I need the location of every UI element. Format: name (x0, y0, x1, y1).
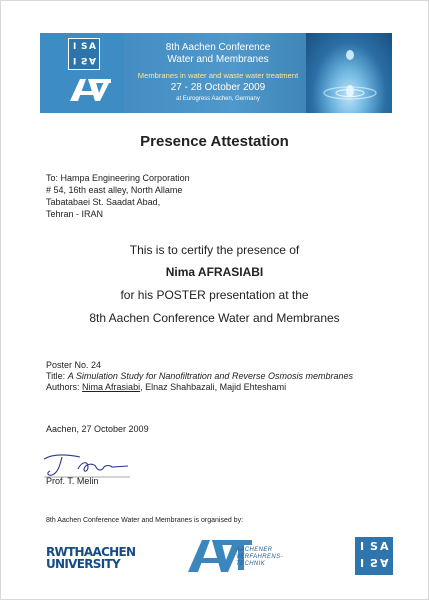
issue-date: Aachen, 27 October 2009 (46, 424, 149, 434)
poster-title-label: Title: (46, 371, 66, 381)
poster-number: Poster No. 24 (46, 360, 102, 370)
avt-caption-line1: AACHENER (236, 547, 273, 553)
address-line: Tehran - IRAN (46, 209, 104, 219)
rwth-logo-line2: UNIVERSITY (46, 557, 120, 571)
banner-dates: 27 - 28 October 2009 (170, 82, 266, 93)
address-line: Tabatabaei St. Saadat Abad, (46, 197, 161, 207)
presentation-type: for his POSTER presentation at the (120, 288, 309, 302)
banner-topic-line: Water and Membranes (167, 54, 269, 65)
address-line: To: Hampa Engineering Corporation (46, 173, 190, 183)
poster-details (46, 360, 353, 393)
poster-title: A Simulation Study for Nanofiltration and Reverse Osmosis membranes (67, 371, 353, 381)
page-title: Presence Attestation (140, 133, 289, 150)
address-line: # 54, 16th east alley, North Allame (46, 185, 183, 195)
avt-logo-small (68, 77, 112, 103)
avt-caption-line2: VERFAHRENS- (236, 554, 283, 560)
banner-subtitle: Membranes in water and waste water treatment (137, 71, 299, 80)
certify-statement: This is to certify the presence of (129, 243, 300, 257)
presenting-author: Nima Afrasiabi (82, 382, 141, 392)
poster-authors-label: Authors: (46, 382, 80, 392)
water-drop-icon (306, 33, 392, 113)
isa-logo: I S A I S A (355, 537, 393, 575)
banner-conference-line: 8th Aachen Conference (165, 42, 271, 53)
poster-authors-line (46, 382, 353, 393)
poster-title-line (46, 371, 353, 382)
banner-venue: at Eurogress Aachen, Germany (176, 96, 260, 102)
organised-by-note: 8th Aachen Conference Water and Membranes is organised by: (46, 517, 244, 524)
rwth-logo-line1: RWTHAACHEN (46, 545, 136, 559)
banner-logo-panel (40, 33, 124, 113)
conference-banner (40, 33, 392, 113)
signatory-name: Prof. T. Melin (46, 476, 99, 486)
attendee-name: Nima AFRASIABI (165, 265, 264, 279)
water-drop-image (306, 33, 392, 113)
isa-logo-small: I S A I S A (68, 38, 100, 70)
co-authors: , Elnaz Shahbazali, Majid Ehteshami (140, 382, 287, 392)
avt-caption-line3: TECHNIK (236, 561, 266, 567)
rwth-aachen-logo (46, 545, 136, 574)
avt-logo-caption (236, 547, 283, 568)
recipient-address (46, 172, 190, 220)
conference-name: 8th Aachen Conference Water and Membranes (89, 311, 340, 325)
banner-text (124, 42, 312, 103)
